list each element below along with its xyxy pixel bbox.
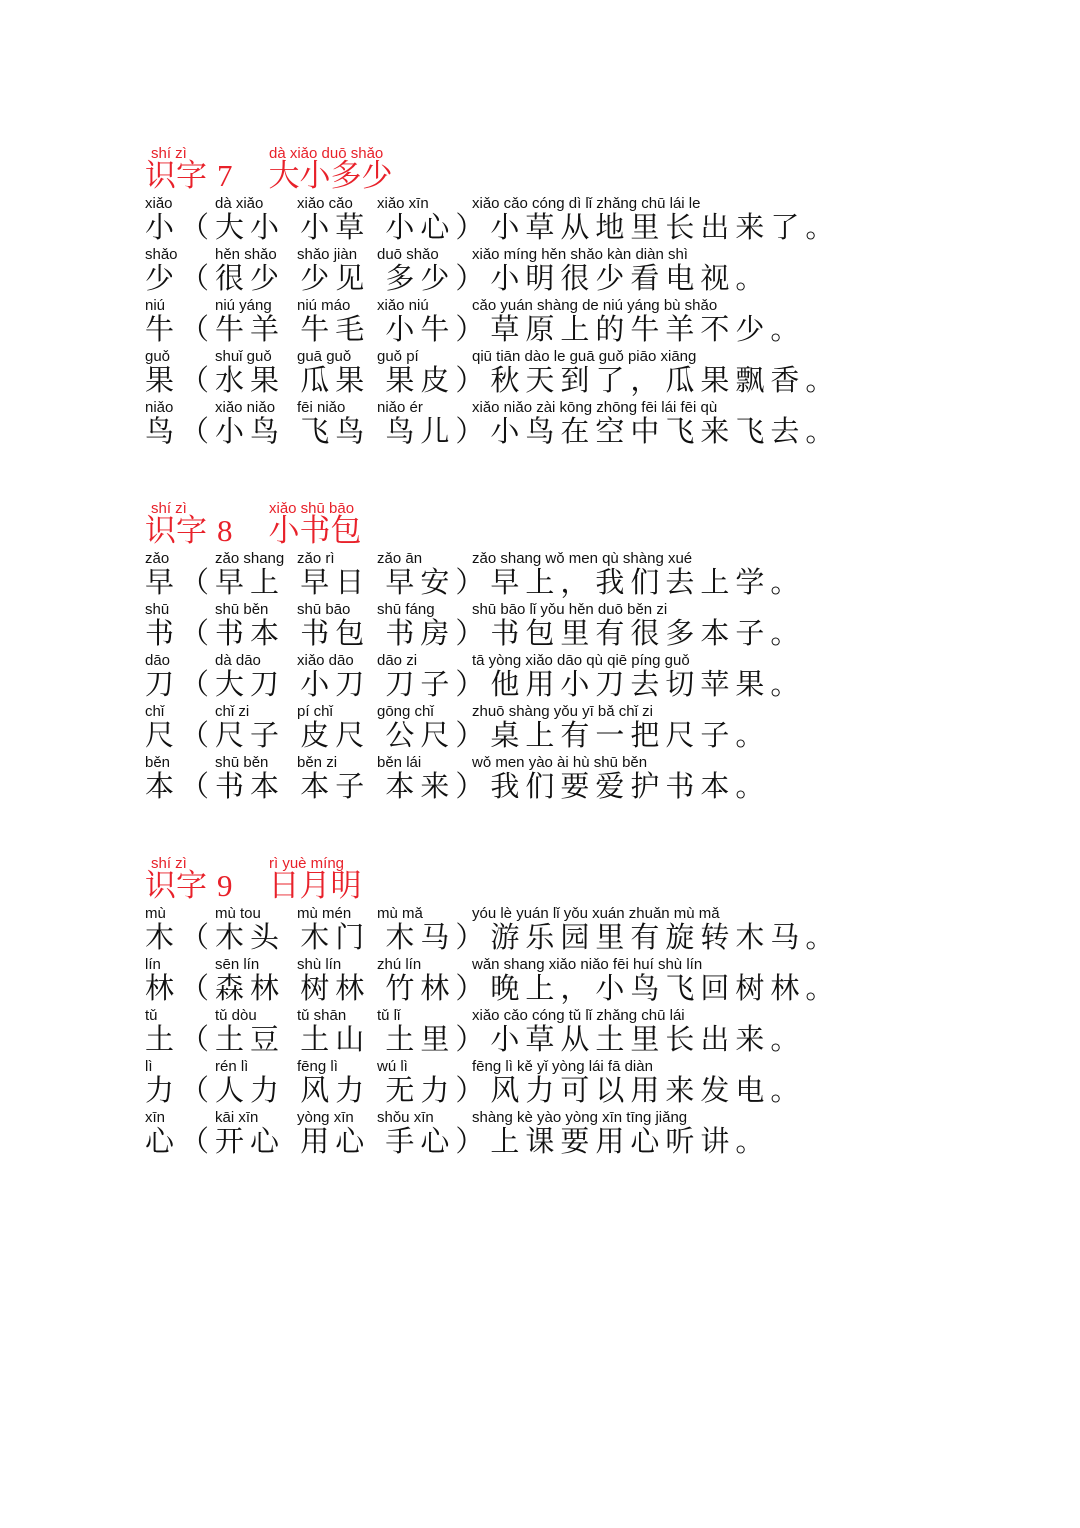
pinyin-word: hěn shǎo [215,246,277,263]
pinyin-char: niǎo [145,399,174,416]
pinyin-word: guǒ pí [377,348,419,365]
pinyin-word: xiǎo dāo [297,652,354,669]
character-row [145,1109,1025,1160]
pinyin-word: sēn lín [215,956,260,973]
pinyin-word: shǒu xīn [377,1109,434,1126]
pinyin-word: tǔ dòu [215,1007,257,1024]
pinyin-word: běn lái [377,754,422,771]
pinyin-word: mù tou [215,905,261,922]
pinyin-word: rén lì [215,1058,249,1075]
pinyin-word: niú máo [297,297,351,314]
pinyin-word: dāo zi [377,652,418,669]
pinyin-word: xiǎo niú [377,297,429,314]
lesson-title [145,853,1025,905]
pinyin-word: xiǎo xīn [377,195,429,212]
lesson-section [145,143,1025,450]
pinyin-word: chǐ zi [215,703,250,720]
title-text [145,157,393,195]
pinyin-word: tǔ lǐ [377,1007,401,1024]
lesson-title [145,498,1025,550]
character-row [145,1058,1025,1109]
pinyin-word: pí chǐ [297,703,333,720]
pinyin-word: fēng lì [297,1058,338,1075]
lesson-title [145,143,1025,195]
character-row [145,399,1025,450]
title-name: 大小多少 [268,158,393,194]
title-text [145,867,362,905]
pinyin-word: shū bāo [297,601,351,618]
pinyin-sentence: tā yòng xiǎo dāo qù qiē píng guǒ [472,652,690,669]
pinyin-sentence: yóu lè yuán lǐ yǒu xuán zhuǎn mù mǎ [472,905,720,922]
pinyin-sentence: xiǎo míng hěn shǎo kàn diàn shì [472,246,688,263]
title-label: 识字 [145,158,207,194]
character-row [145,652,1025,703]
pinyin-sentence: xiǎo cǎo cóng tǔ lǐ zhǎng chū lái [472,1007,685,1024]
pinyin-char: zǎo [145,550,170,567]
pinyin-sentence: qiū tiān dào le guā guǒ piāo xiāng [472,348,697,365]
pinyin-sentence: wǒ men yào ài hù shū běn [472,754,648,771]
pinyin-char: tǔ [145,1007,158,1024]
pinyin-word: kāi xīn [215,1109,259,1126]
pinyin-word: mù mǎ [377,905,423,922]
hanzi-line: 本（书本 本子 本来）我们要爱护书本。 [145,769,771,803]
pinyin-word: shū běn [215,601,269,618]
pinyin-word: fēi niǎo [297,399,346,416]
pinyin-char: lì [145,1058,153,1075]
hanzi-line: 早（早上 早日 早安）早上，我们去上学。 [145,565,806,599]
hanzi-line: 果（水果 瓜果 果皮）秋天到了，瓜果飘香。 [145,363,841,397]
title-name: 日月明 [268,868,362,904]
pinyin-word: zǎo ān [377,550,423,567]
hanzi-line: 少（很少 少见 多少）小明很少看电视。 [145,261,771,295]
character-row [145,550,1025,601]
pinyin-word: yòng xīn [297,1109,354,1126]
pinyin-word: shǎo jiàn [297,246,358,263]
character-row [145,905,1025,956]
pinyin-sentence: shàng kè yào yòng xīn tīng jiǎng [472,1109,688,1126]
character-row [145,956,1025,1007]
pinyin-char: dāo [145,652,171,669]
pinyin-word: dà xiǎo [215,195,264,212]
pinyin-char: shǎo [145,246,178,263]
pinyin-word: zǎo rì [297,550,335,567]
title-name-pinyin: dà xiǎo duō shǎo [269,145,384,162]
pinyin-word: niǎo ér [377,399,423,416]
character-row [145,348,1025,399]
title-label: 识字 [145,513,207,549]
character-row [145,246,1025,297]
title-label: 识字 [145,868,207,904]
pinyin-word: shù lín [297,956,342,973]
hanzi-line: 刀（大刀 小刀 刀子）他用小刀去切苹果。 [145,667,806,701]
pinyin-sentence: zǎo shang wǒ men qù shàng xué [472,550,693,567]
title-text [145,512,362,550]
pinyin-word: mù mén [297,905,352,922]
hanzi-line: 木（木头 木门 木马）游乐园里有旋转木马。 [145,920,841,954]
pinyin-word: xiǎo cǎo [297,195,353,212]
character-row [145,703,1025,754]
pinyin-word: shū fáng [377,601,435,618]
character-row [145,1007,1025,1058]
pinyin-sentence: xiǎo cǎo cóng dì lǐ zhǎng chū lái le [472,195,701,212]
title-name-pinyin: xiǎo shū bāo [269,500,355,517]
title-number: 7 [217,158,233,193]
pinyin-char: guǒ [145,348,171,365]
pinyin-sentence: zhuō shàng yǒu yī bǎ chǐ zi [472,703,653,720]
hanzi-line: 牛（牛羊 牛毛 小牛）草原上的牛羊不少。 [145,312,806,346]
pinyin-char: shū [145,601,170,618]
hanzi-line: 力（人力 风力 无力）风力可以用来发电。 [145,1073,806,1107]
pinyin-char: mù [145,905,166,922]
title-number: 8 [217,513,233,548]
pinyin-char: chǐ [145,703,165,720]
pinyin-sentence: xiǎo niǎo zài kōng zhōng fēi lái fēi qù [472,399,718,416]
title-name: 小书包 [268,513,362,549]
pinyin-char: běn [145,754,171,771]
pinyin-word: duō shǎo [377,246,439,263]
title-label-pinyin: shí zì [151,855,187,872]
hanzi-line: 鸟（小鸟 飞鸟 鸟儿）小鸟在空中飞来飞去。 [145,414,841,448]
pinyin-word: wú lì [377,1058,408,1075]
pinyin-sentence: cǎo yuán shàng de niú yáng bù shǎo [472,297,718,314]
pinyin-word: tǔ shān [297,1007,347,1024]
pinyin-word: xiǎo niǎo [215,399,276,416]
title-number: 9 [217,868,233,903]
hanzi-line: 林（森林 树林 竹林）晚上，小鸟飞回树林。 [145,971,841,1005]
pinyin-char: xīn [145,1109,166,1126]
pinyin-word: niú yáng [215,297,272,314]
character-row [145,601,1025,652]
pinyin-word: shū běn [215,754,269,771]
character-row [145,754,1025,805]
hanzi-line: 书（书本 书包 书房）书包里有很多本子。 [145,616,806,650]
character-row [145,297,1025,348]
character-row [145,195,1025,246]
hanzi-line: 小（大小 小草 小心）小草从地里长出来了。 [145,210,841,244]
pinyin-sentence: shū bāo lǐ yǒu hěn duō běn zi [472,601,668,618]
title-name-pinyin: rì yuè míng [269,855,345,872]
hanzi-line: 土（土豆 土山 土里）小草从土里长出来。 [145,1022,806,1056]
pinyin-char: xiǎo [145,195,173,212]
pinyin-word: guā guǒ [297,348,352,365]
pinyin-char: niú [145,297,166,314]
hanzi-line: 尺（尺子 皮尺 公尺）桌上有一把尺子。 [145,718,771,752]
title-label-pinyin: shí zì [151,145,187,162]
hanzi-line: 心（开心 用心 手心）上课要用心听讲。 [145,1124,771,1158]
pinyin-word: běn zi [297,754,338,771]
pinyin-sentence: fēng lì kě yǐ yòng lái fā diàn [472,1058,653,1075]
lesson-section [145,853,1025,1160]
pinyin-char: lín [145,956,161,973]
pinyin-word: zhú lín [377,956,422,973]
lesson-section [145,498,1025,805]
pinyin-sentence: wǎn shang xiǎo niǎo fēi huí shù lín [472,956,703,973]
pinyin-word: shuǐ guǒ [215,348,272,365]
title-label-pinyin: shí zì [151,500,187,517]
pinyin-word: dà dāo [215,652,261,669]
pinyin-word: gōng chǐ [377,703,434,720]
pinyin-word: zǎo shang [215,550,285,567]
